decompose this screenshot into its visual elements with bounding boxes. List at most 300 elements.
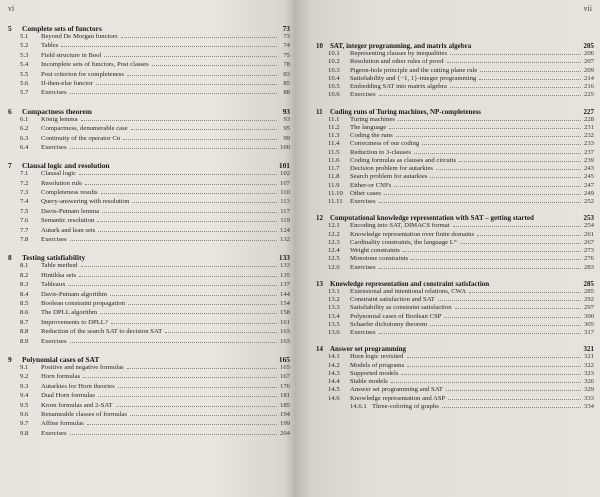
chapter-number: 8 [8,253,12,263]
dot-leader [116,406,277,407]
section-page: 154 [279,299,290,307]
section-page: 110 [280,189,290,197]
section-entry [316,173,594,181]
section-page: 254 [583,222,594,230]
dot-leader [411,259,581,260]
section-title: Beyond De Morgan functors [41,33,118,40]
section-title: Cardinality constraints, the language Lᶜᶜ [350,238,458,246]
section-title: If-then-else functor [41,79,93,87]
section-entry [8,42,290,51]
section-page: 167 [279,373,290,381]
section-page: 107 [279,179,290,187]
section-entry [316,255,594,263]
dot-leader [79,276,277,277]
section-entry [8,291,290,300]
dot-leader [398,120,581,121]
dot-leader [447,62,581,63]
section-entry [316,321,594,329]
section-title: Resolution and other rules of proof [350,58,444,66]
section-title: Three-coloring of graphs [372,402,439,410]
section-title: Boolean constraint propagation [41,299,125,307]
section-page: 199 [279,420,290,428]
section-entry [316,378,594,386]
dot-leader [455,308,581,309]
dot-leader [61,46,277,47]
dot-leader [165,332,277,333]
section-page: 133 [279,262,290,270]
dot-leader [98,396,277,397]
chapter-page: 253 [583,214,594,223]
section-title: Pigeon-hole principle and the cutting plane rule [350,66,478,74]
section-entry [8,227,290,236]
section-title: Coding formulas as clauses and circuits [350,156,457,164]
section-number: 12.6 [328,263,340,271]
chapter-number: 12 [316,214,323,223]
section-number: 13.6 [328,329,340,336]
dot-leader [97,221,277,222]
dot-leader [477,235,581,236]
section-title: Knowledge representation and ASP [350,394,446,402]
section-entry [316,288,594,296]
section-page: 305 [583,320,594,328]
section-number: 8.9 [20,337,29,345]
section-number: 11.4 [328,140,340,148]
section-title: Field structure in Bool [41,51,102,59]
chapter-page: 93 [282,106,290,116]
chapter-heading [316,42,594,50]
section-number: 5.5 [20,70,29,78]
section-entry [316,395,594,403]
section-page: 132 [279,236,290,244]
section-number: 8.1 [20,262,29,270]
section-page: 209 [583,66,594,74]
section-page: 228 [583,115,594,123]
dot-leader [389,128,581,129]
chapter-title: Computational knowledge representation with SAT – getting started [330,214,534,223]
dot-leader [127,368,277,369]
dot-leader [102,212,277,213]
section-entry [316,165,594,173]
section-number: 8.7 [20,318,29,326]
section-page: 165 [279,363,290,371]
dot-leader [438,300,581,301]
section-entry [316,83,594,91]
section-entry [8,71,290,80]
section-number: 5.7 [20,89,29,97]
section-number: 11.6 [328,156,340,164]
section-entry [316,140,594,148]
section-entry [316,222,594,230]
section-title: Exercises [350,329,376,336]
section-page: 239 [583,156,594,164]
dot-leader [442,407,581,408]
section-entry [8,61,290,70]
section-entry [8,319,290,328]
section-entry [8,281,290,290]
chapter-page: 73 [282,24,290,33]
section-number: 13.1 [328,287,340,295]
section-title: Improvements to DPLL? [41,318,108,326]
section-title: Exercises [41,89,67,97]
section-entry [8,430,290,439]
section-title: Hintikka sets [41,271,77,279]
dot-leader [384,194,581,195]
section-title: Exercises [41,337,67,345]
chapter-heading [316,214,594,222]
section-page: 329 [583,386,594,394]
section-entry [316,198,594,206]
section-entry [316,353,594,361]
section-entry [316,132,594,140]
dot-leader [83,377,277,378]
section-page: 113 [280,198,290,206]
chapter-page: 165 [278,354,290,364]
section-entry [316,362,594,370]
section-number: 9.6 [20,410,29,418]
section-number: 11.7 [328,165,340,172]
dot-leader [430,177,581,178]
chapter-number: 7 [8,161,12,171]
chapter-title: Clausal logic and resolution [22,161,110,171]
section-page: 245 [583,173,594,181]
section-page: 334 [583,402,594,410]
section-title: König lemma [41,115,78,123]
dot-leader [81,120,277,121]
section-entry [8,52,290,61]
section-entry [316,247,594,255]
section-entry [8,217,290,226]
dot-leader [446,390,581,391]
section-title: Compactness, denumerable case [41,125,128,133]
section-number: 9.8 [20,429,29,437]
dot-leader [98,231,277,232]
section-title: Representing clauses by inequalities [350,50,448,57]
section-title: Positive and negative formulas [41,363,124,371]
page-folio: vii [583,4,592,13]
section-title: Continuity of the operator Cn [41,134,121,142]
section-page: 75 [283,51,290,59]
section-entry [316,304,594,312]
section-page: 252 [583,198,594,205]
dot-leader [379,202,581,203]
dot-leader [422,144,581,145]
section-entry [316,67,594,75]
section-number: 11.8 [328,173,340,181]
section-title: Encoding into SAT, DIMACS format [350,222,450,230]
dot-leader [379,268,581,269]
section-title: Extensional and intentional relations, CWA [350,287,467,295]
section-entry [8,402,290,411]
section-title: Stable models [350,378,388,385]
section-page: 322 [583,361,594,369]
dot-leader [100,313,277,314]
section-number: 14.6 [328,394,340,402]
section-page: 176 [279,382,290,390]
section-entry [8,144,290,153]
section-number: 14.3 [328,369,340,377]
dot-leader [460,243,581,244]
section-title: Polynomial cases of Boolean CSP [350,312,442,320]
section-title: Other cases [350,189,382,197]
dot-leader [118,387,277,388]
chapter-number: 11 [316,107,323,116]
section-entry [316,157,594,165]
dot-leader [444,317,581,318]
section-title: Exercises [350,91,376,99]
section-page: 135 [279,271,290,279]
chapter-number: 10 [316,42,323,50]
section-entry [8,338,290,347]
dot-leader [121,37,277,38]
dot-leader [70,93,277,94]
section-title: Davis-Putnam algorithm [41,290,107,298]
section-page: 292 [583,296,594,303]
section-title: Knowledge representation over finite domains [350,230,475,238]
dot-leader [79,174,277,175]
section-title: Decision problem for autarkies [350,165,434,172]
section-title: Tables [41,42,59,50]
dot-leader [459,161,581,162]
section-entry [8,262,290,271]
chapter-page: 321 [583,345,594,354]
section-number: 7.3 [20,189,29,197]
section-title: The language [350,123,387,131]
section-title: Horn logic revisited [350,353,404,361]
section-entry [316,313,594,321]
section-title: Schaefer dichotomy theorem [350,320,428,328]
section-page: 206 [583,50,594,57]
section-page: 144 [279,290,290,298]
section-title: Resolution rule [41,179,83,187]
dot-leader [403,251,581,252]
section-page: 231 [583,123,594,131]
chapter-number: 14 [316,345,323,354]
section-page: 207 [583,58,594,66]
section-number: 10.6 [328,91,340,99]
section-page: 117 [280,207,290,215]
section-entry [316,190,594,198]
section-title: Exercises [41,429,67,437]
dot-leader [127,75,277,76]
section-entry [8,125,290,134]
left-page [0,0,296,497]
section-title: Constraint satisfaction and SAT [350,296,435,303]
section-title: Krom formulas and 2-SAT [41,401,113,409]
section-number: 13.3 [328,304,340,312]
section-entry [8,373,290,382]
section-number: 7.4 [20,198,29,206]
section-title: Post criterion for completeness [41,70,125,78]
dot-leader [407,357,581,358]
section-page: 194 [279,410,290,418]
section-page: 247 [583,181,594,189]
section-number: 9.1 [20,363,29,371]
dot-leader [394,186,581,187]
section-title: Embedding SAT into matrix algebra [350,83,447,90]
section-title: Supported models [350,369,399,377]
section-entry [316,239,594,247]
section-number: 11.2 [328,123,340,131]
section-title: Exercises [41,236,67,244]
section-page: 137 [279,281,290,289]
chapter-title: Testing satisfiability [22,253,86,263]
section-entry [316,296,594,304]
section-title: Completeness results [41,189,98,197]
section-number: 11.9 [328,181,340,189]
chapter-heading [316,108,594,116]
section-title: Dual Horn formulas [41,392,95,400]
section-entry [316,91,594,99]
section-entry [8,236,290,245]
dot-leader [70,342,277,343]
section-entry [8,89,290,98]
chapter-heading [316,280,594,288]
section-page: 232 [583,132,594,139]
section-entry [316,329,594,337]
section-title: Satisfiability as constraint satisfaction [350,304,452,312]
section-number: 14.6.1 [350,402,367,410]
section-page: 88 [283,89,290,97]
section-page: 233 [583,140,594,148]
dot-leader [379,333,581,334]
section-page: 321 [583,353,594,361]
section-title: Monotone constraints [350,255,409,263]
chapter-heading [316,345,594,353]
section-number: 14.5 [328,386,340,394]
section-number: 5.6 [20,79,29,87]
chapter-page: 227 [583,107,594,116]
chapter-page: 285 [583,279,594,288]
section-title: Exercises [350,198,376,205]
section-page: 161 [279,318,290,326]
section-entry [8,420,290,429]
section-number: 6.3 [20,134,29,142]
section-number: 6.1 [20,115,29,123]
section-number: 12.4 [328,247,340,254]
dot-leader [85,184,277,185]
section-entry [8,300,290,309]
dot-leader [469,292,581,293]
section-title: Turing machines [350,115,395,123]
section-number: 12.2 [328,230,340,238]
dot-leader [401,374,580,375]
section-entry [316,231,594,239]
section-number: 8.6 [20,309,29,317]
section-title: Models of programs [350,361,405,369]
section-entry [8,189,290,198]
section-entry [8,364,290,373]
dot-leader [480,71,581,72]
section-number: 13.5 [328,320,340,328]
chapter-number: 6 [8,106,12,116]
section-number: 7.2 [20,179,29,187]
section-entry [316,124,594,132]
section-number: 9.7 [20,420,29,428]
dot-leader [479,79,581,80]
section-title: Exercises [350,263,376,271]
section-number: 11.11 [328,198,343,205]
section-entry [8,33,290,42]
section-number: 7.1 [20,170,29,178]
section-entry [8,383,290,392]
section-page: 261 [583,230,594,238]
dot-leader [70,148,277,149]
chapter-page: 101 [278,161,290,171]
section-number: 5.1 [20,33,29,40]
chapter-number: 9 [8,354,12,364]
section-page: 333 [583,394,594,402]
chapter-number: 5 [8,24,12,33]
section-number: 12.5 [328,255,340,263]
section-title: Exercises [41,143,67,151]
section-entry [316,403,594,411]
section-number: 13.4 [328,312,340,320]
dot-leader [70,240,277,241]
section-number: 10.5 [328,83,340,90]
section-number: 5.2 [20,42,29,50]
section-entry [316,370,594,378]
section-page: 326 [583,378,594,385]
section-page: 323 [583,369,594,377]
section-page: 285 [583,287,594,295]
dot-leader [111,323,277,324]
dot-leader [96,84,277,85]
dot-leader [131,129,277,130]
section-page: 237 [583,148,594,156]
dot-leader [391,382,581,383]
right-page [296,0,600,497]
section-entry [316,182,594,190]
dot-leader [68,285,277,286]
section-entry [8,198,290,207]
section-page: 119 [280,217,290,225]
dot-leader [110,295,277,296]
section-number: 5.4 [20,61,29,69]
section-title: The DPLL algorithm [41,309,98,317]
section-number: 7.5 [20,207,29,215]
section-number: 14.4 [328,378,340,385]
section-title: Renameable classes of formulas [41,410,127,418]
chapter-heading [8,24,290,33]
section-page: 163 [279,328,290,336]
section-page: 83 [283,70,290,78]
section-entry [316,58,594,66]
section-number: 14.2 [328,361,340,369]
toc-column [8,24,290,439]
section-number: 9.3 [20,382,29,390]
section-number: 7.6 [20,217,29,225]
section-page: 249 [583,189,594,197]
section-page: 283 [583,263,594,271]
toc-column [316,42,594,411]
dot-leader [414,153,581,154]
chapter-title: SAT, integer programming, and matrix algebra [330,42,472,50]
section-title: Coding the runs [350,132,393,139]
section-title: Answer set programming and SAT [350,386,443,394]
section-page: 243 [583,165,594,172]
section-number: 8.2 [20,271,29,279]
section-number: 6.4 [20,143,29,151]
section-entry [8,80,290,89]
section-page: 225 [583,91,594,99]
dot-leader [407,366,581,367]
dot-leader [152,65,277,66]
section-number: 7.7 [20,226,29,234]
section-title: Affine formulas [41,420,84,428]
section-page: 93 [283,115,290,123]
section-title: Horn formulas [41,373,81,381]
section-title: Clausal logic [41,170,77,178]
